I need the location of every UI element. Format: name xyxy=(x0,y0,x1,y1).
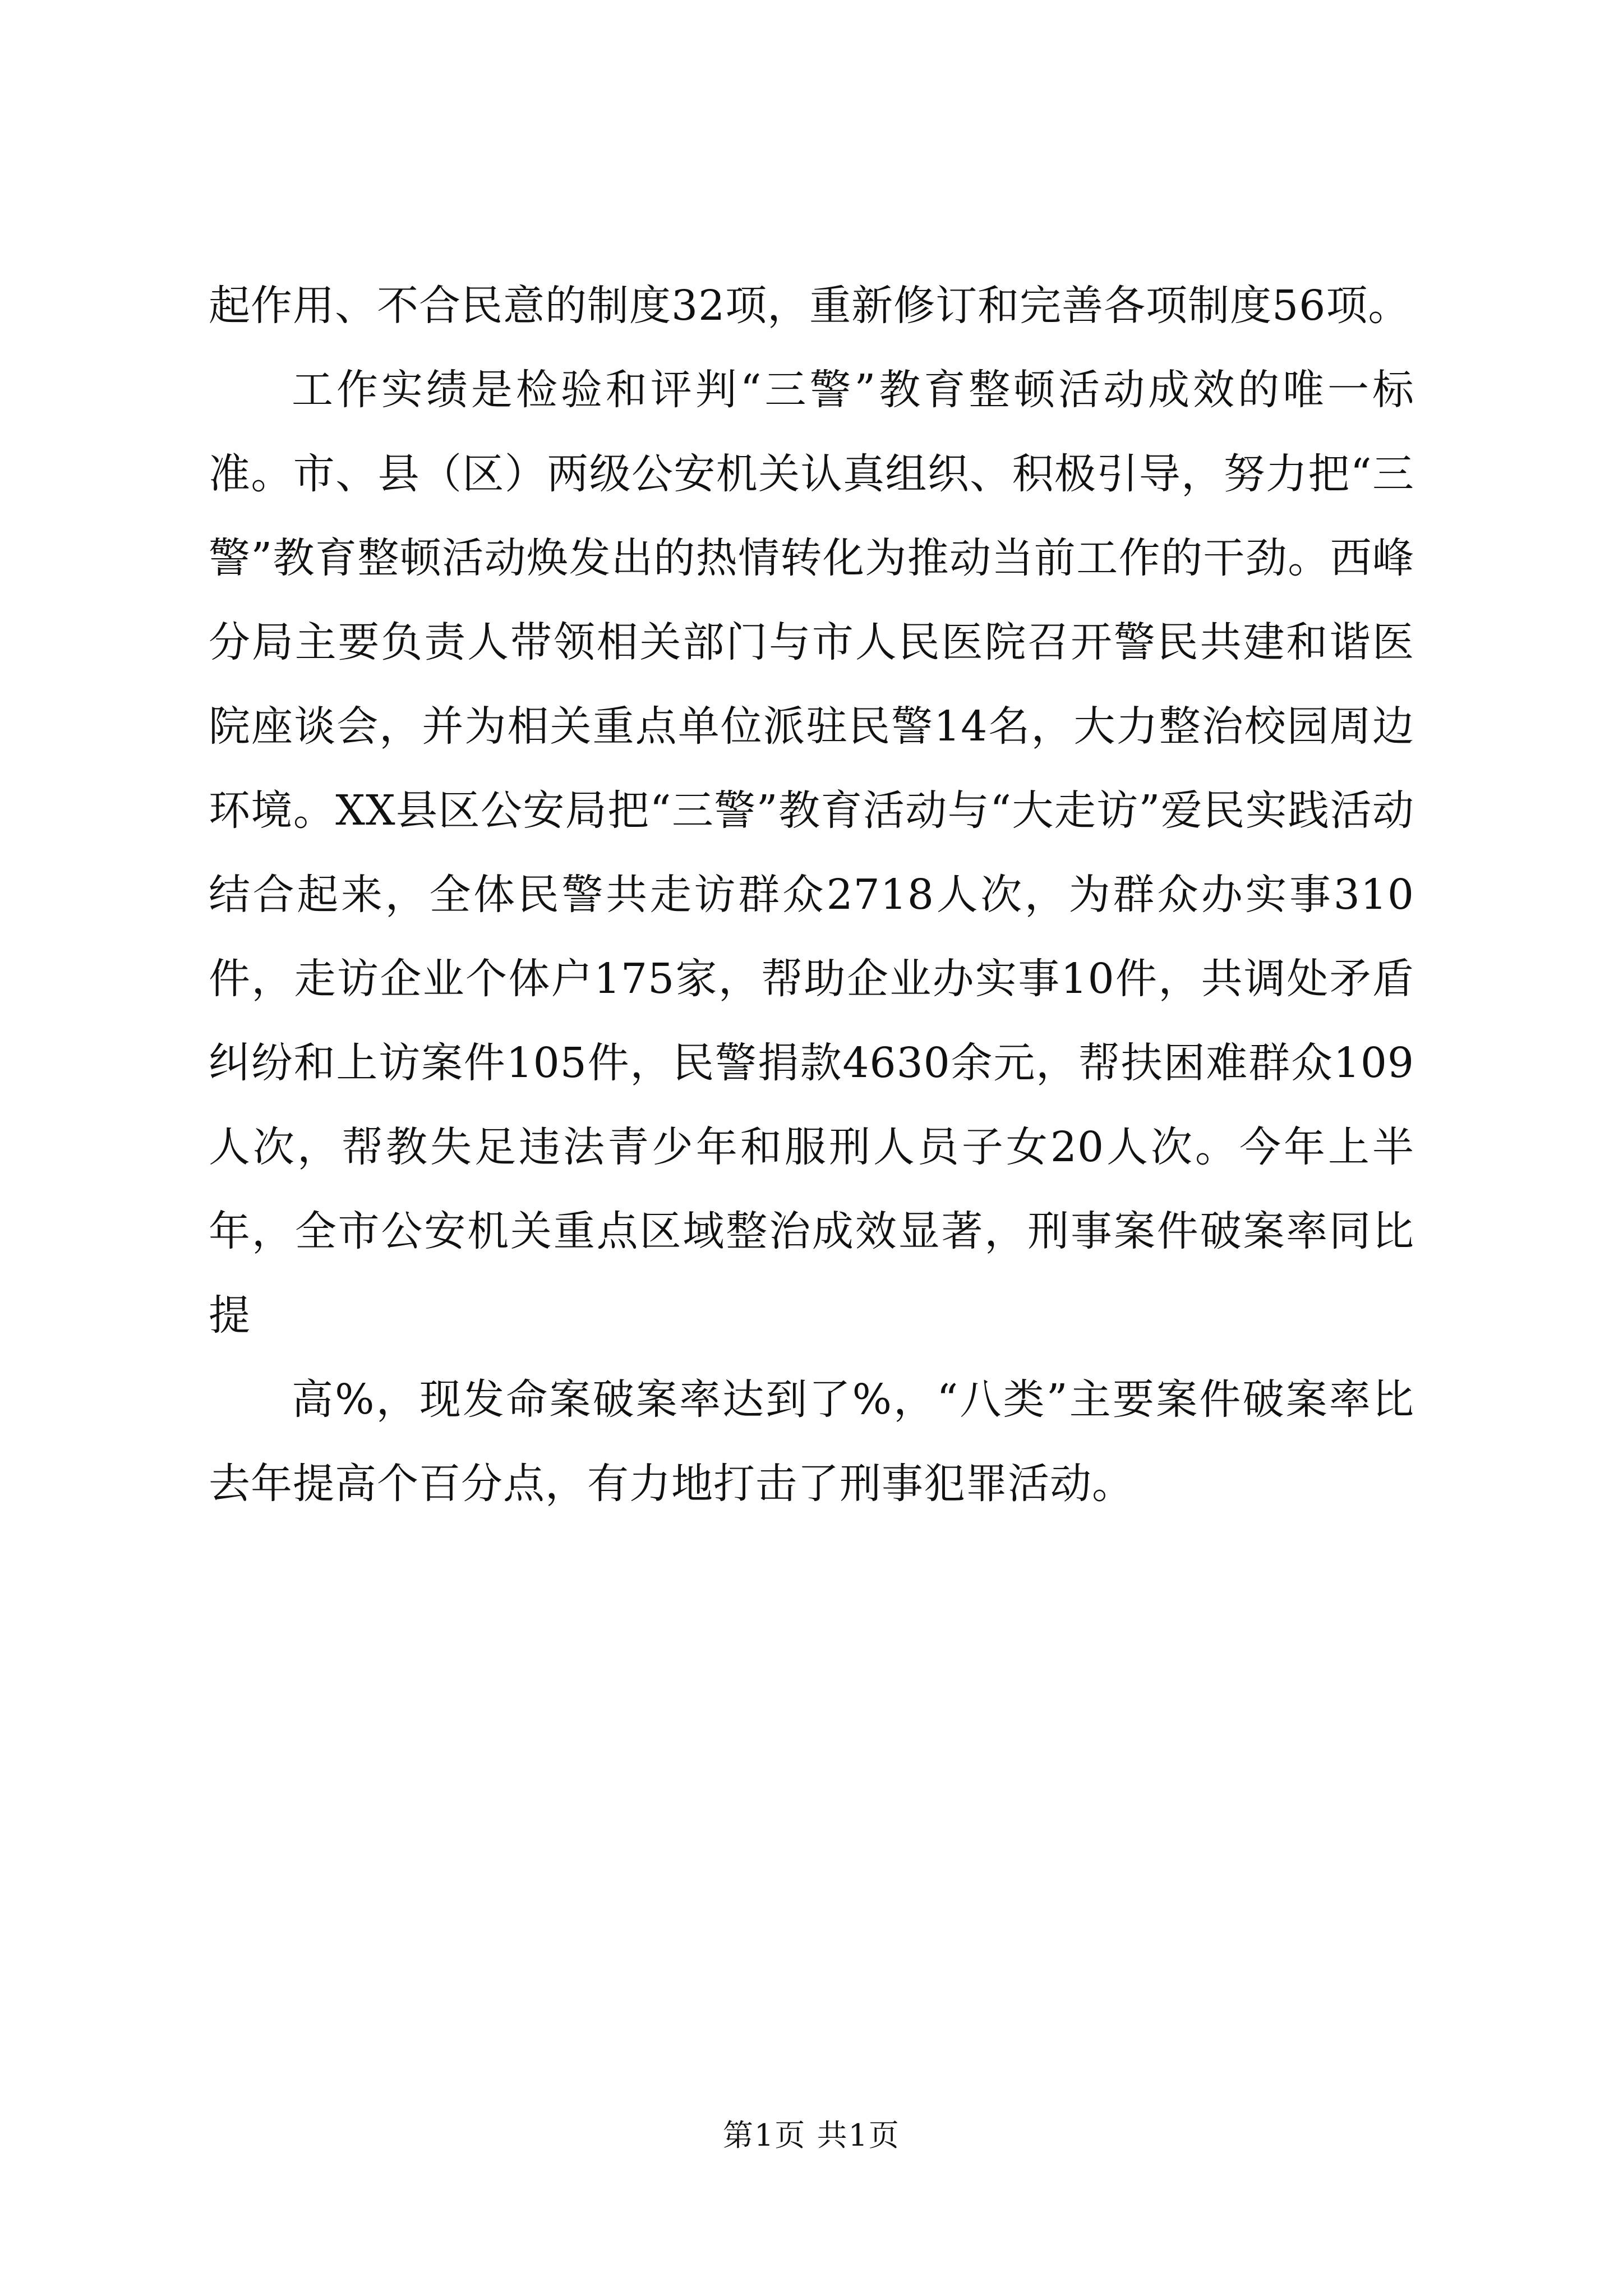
paragraph-2: 工作实绩是检验和评判“三警”教育整顿活动成效的唯一标准。市、县（区）两级公安机关认真组织、积极引导，努力把“三警”教育整顿活动焕发出的热情转化为推动当前工作的干劲。西峰分局主要负责人带领相关部门与市人民医院召开警民共建和谐医院座谈会，并为相关重点单位派驻民警14名，大力整治校园周边环境。XX县区公安局把“三警”教育活动与“大走访”爱民实践活动结合起来，全体民警共走访群众2718人次，为群众办实事310件，走访企业个体户175家，帮助企业办实事10件，共调处矛盾纠纷和上访案件105件，民警捐款4630余元，帮扶困难群众109人次，帮教失足违法青少年和服刑人员子女20人次。今年上半年，全市公安机关重点区域整治成效显著，刑事案件破案率同比提 xyxy=(209,366,1414,1340)
paragraph-1: 起作用、不合民意的制度32项，重新修订和完善各项制度56项。 xyxy=(209,282,1410,330)
page-footer: 第1页 共1页 xyxy=(723,2118,900,2153)
document-body xyxy=(209,264,1414,1526)
paragraph-3: 高%，现发命案破案率达到了%，“八类”主要案件破案率比去年提高个百分点，有力地打击了刑事犯罪活动。 xyxy=(209,1375,1414,1508)
